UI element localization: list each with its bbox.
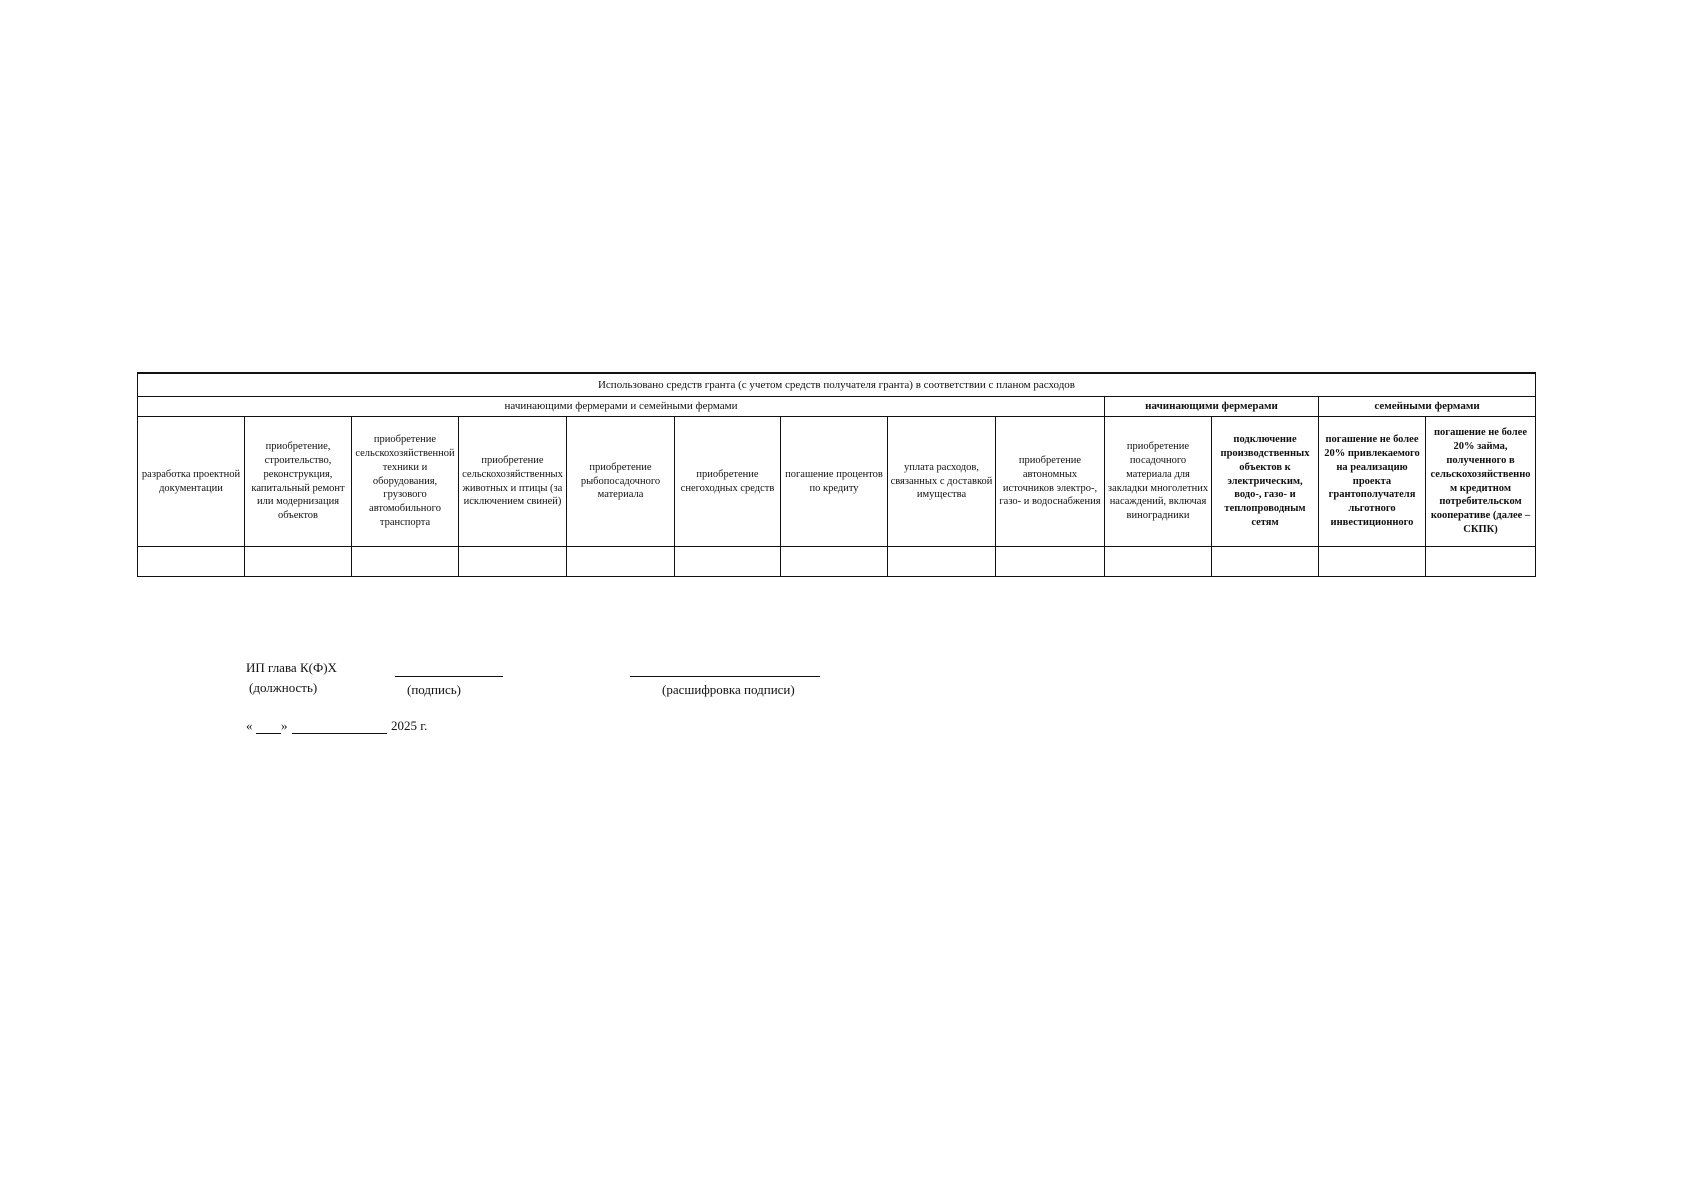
column-header: погашение не более 20% привлекаемого на реализацию проекта грантополучателя льготного инвестиционного: [1319, 417, 1426, 547]
signature-decode-line[interactable]: [630, 676, 820, 677]
date-month-line[interactable]: [292, 733, 387, 734]
column-header: погашение не более 20% займа, полученного в сельскохозяйственном кредитном потребительском кооперативе (далее – СКПК): [1426, 417, 1536, 547]
group-header-family: семейными фермами: [1319, 397, 1536, 417]
column-header: приобретение рыбопосадочного материала: [567, 417, 675, 547]
table-cell[interactable]: [1426, 547, 1536, 577]
table-title: Использовано средств гранта (с учетом средств получателя гранта) в соответствии с планом расходов: [138, 373, 1536, 397]
group-header-beginning: начинающими фермерами: [1105, 397, 1319, 417]
date-day-line[interactable]: [256, 733, 281, 734]
position-caption: (должность): [249, 680, 318, 695]
date-close-quote: »: [281, 718, 288, 733]
column-header: погашение процентов по кредиту: [781, 417, 888, 547]
date-year: 2025 г.: [391, 718, 428, 733]
group-header-beginning-and-family: начинающими фермерами и семейными фермами: [138, 397, 1105, 417]
table-row: [138, 547, 1536, 577]
date-open-quote: «: [246, 718, 253, 733]
table-cell[interactable]: [675, 547, 781, 577]
grant-expenses-table: [137, 372, 1536, 577]
table-cell[interactable]: [245, 547, 352, 577]
table-cell[interactable]: [459, 547, 567, 577]
column-header: подключение производственных объектов к электрическим, водо-, газо- и теплопроводным сетям: [1212, 417, 1319, 547]
column-header: приобретение посадочного материала для закладки многолетних насаждений, включая виноградники: [1105, 417, 1212, 547]
decode-caption: (расшифровка подписи): [662, 682, 795, 697]
column-header: приобретение, строительство, реконструкция, капитальный ремонт или модернизация объектов: [245, 417, 352, 547]
table-cell[interactable]: [996, 547, 1105, 577]
column-header: разработка проектной документации: [138, 417, 245, 547]
column-header: приобретение снегоходных средств: [675, 417, 781, 547]
position-text: ИП глава К(Ф)Х: [246, 660, 337, 675]
column-header: приобретение сельскохозяйственных животных и птицы (за исключением свиней): [459, 417, 567, 547]
table-cell[interactable]: [781, 547, 888, 577]
table-cell[interactable]: [1319, 547, 1426, 577]
table-cell[interactable]: [567, 547, 675, 577]
column-header: приобретение сельскохозяйственной техники и оборудования, грузового автомобильного транспорта: [352, 417, 459, 547]
table-cell[interactable]: [1105, 547, 1212, 577]
signature-caption: (подпись): [407, 682, 461, 697]
table-cell[interactable]: [888, 547, 996, 577]
table-cell[interactable]: [1212, 547, 1319, 577]
signature-line[interactable]: [395, 676, 503, 677]
column-header: уплата расходов, связанных с доставкой имущества: [888, 417, 996, 547]
table-cell[interactable]: [138, 547, 245, 577]
column-header: приобретение автономных источников электро-, газо- и водоснабжения: [996, 417, 1105, 547]
table-cell[interactable]: [352, 547, 459, 577]
